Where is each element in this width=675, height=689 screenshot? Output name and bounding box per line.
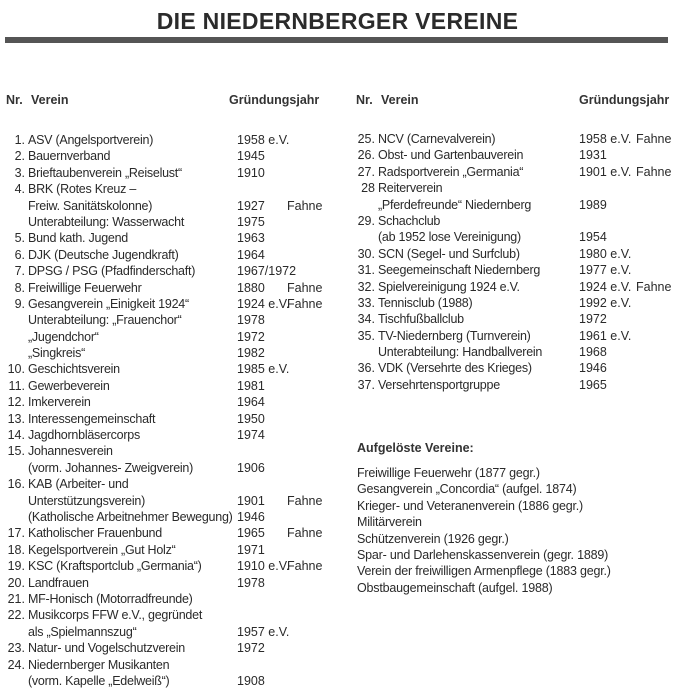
header-verein-left: Verein bbox=[31, 93, 69, 107]
founding-year: 1901 bbox=[237, 493, 265, 508]
founding-year: 1992 e.V. bbox=[579, 295, 632, 310]
club-number: 29. bbox=[357, 213, 375, 228]
dissolved-item: Schützenverein (1926 gegr.) bbox=[357, 531, 509, 546]
founding-year: 1963 bbox=[237, 231, 265, 246]
club-name: Natur- und Vogelschutzverein bbox=[28, 641, 185, 656]
club-row bbox=[3, 198, 343, 214]
club-name: Gewerbeverein bbox=[28, 378, 110, 393]
club-name: Obst- und Gartenbauverein bbox=[378, 148, 524, 163]
club-number: 24. bbox=[7, 657, 25, 672]
page-title: DIE NIEDERNBERGER VEREINE bbox=[156, 8, 519, 34]
club-number: 6. bbox=[14, 247, 25, 262]
club-name: NCV (Carnevalverein) bbox=[378, 132, 496, 146]
club-row bbox=[3, 263, 343, 279]
club-name: Katholischer Frauenbund bbox=[28, 526, 162, 541]
club-number: 31. bbox=[357, 263, 375, 278]
founding-year: 1946 bbox=[579, 361, 607, 376]
club-name: (Katholische Arbeitnehmer Bewegung) bbox=[28, 509, 233, 524]
club-row bbox=[353, 131, 673, 147]
club-row bbox=[3, 427, 343, 443]
club-number: 32. bbox=[357, 279, 375, 294]
club-row bbox=[3, 443, 343, 459]
club-row bbox=[3, 312, 343, 328]
founding-year: 1946 bbox=[237, 509, 265, 524]
club-row bbox=[3, 460, 343, 476]
founding-year: 1982 bbox=[237, 346, 265, 361]
club-number: 28 bbox=[361, 181, 375, 196]
club-name: Bauernverband bbox=[28, 149, 111, 164]
founding-year: 1908 bbox=[237, 673, 265, 688]
founding-year: 1910 e.V. bbox=[237, 559, 290, 574]
club-name: „Singkreis“ bbox=[28, 346, 85, 361]
club-row bbox=[3, 165, 343, 181]
title-rule bbox=[5, 37, 668, 43]
club-name: ASV (Angelsportverein) bbox=[28, 133, 154, 147]
club-row bbox=[3, 673, 343, 689]
club-row bbox=[353, 180, 673, 196]
club-name: Gesangverein „Einigkeit 1924“ bbox=[28, 296, 189, 311]
left-club-list bbox=[3, 132, 343, 689]
club-number: 27. bbox=[357, 164, 375, 179]
club-name: Kegelsportverein „Gut Holz“ bbox=[28, 542, 176, 557]
club-number: 20. bbox=[7, 575, 25, 590]
founding-year: 1880 bbox=[237, 280, 265, 295]
club-row bbox=[3, 394, 343, 410]
club-name: Jagdhornbläsercorps bbox=[28, 428, 140, 443]
club-number: 36. bbox=[357, 361, 375, 376]
club-row bbox=[3, 148, 343, 164]
header-nr-left: Nr. bbox=[6, 93, 23, 107]
club-name: Radsportverein „Germania“ bbox=[378, 164, 524, 179]
club-number: 9. bbox=[14, 296, 25, 311]
club-number: 1. bbox=[14, 133, 25, 147]
club-number: 25. bbox=[357, 132, 375, 146]
club-name: MF-Honisch (Motorradfreunde) bbox=[28, 591, 193, 606]
founding-year: 1972 bbox=[237, 329, 265, 344]
club-number: 12. bbox=[7, 395, 25, 410]
club-name: BRK (Rotes Kreuz – bbox=[28, 182, 137, 197]
club-number: 17. bbox=[7, 526, 25, 541]
founding-year: 1980 e.V. bbox=[579, 246, 632, 261]
founding-year: 1975 bbox=[237, 214, 265, 229]
club-name: Schachclub bbox=[378, 213, 441, 228]
dissolved-item: Verein der freiwilligen Armenpflege (1883 gegr.) bbox=[357, 564, 611, 579]
founding-year: 1958 e.V. bbox=[237, 133, 290, 147]
club-row bbox=[3, 411, 343, 427]
founding-year: 1950 bbox=[237, 411, 265, 426]
club-name: Unterstützungsverein) bbox=[28, 493, 146, 508]
club-name: (vorm. Kapelle „Edelweiß“) bbox=[28, 673, 170, 688]
club-number: 22. bbox=[7, 608, 25, 623]
dissolved-title: Aufgelöste Vereine: bbox=[357, 441, 474, 455]
flag-note: Fahne bbox=[287, 559, 323, 574]
club-number: 11. bbox=[8, 378, 25, 393]
founding-year: 1965 bbox=[237, 526, 265, 541]
club-name: (ab 1952 lose Vereinigung) bbox=[378, 230, 521, 245]
dissolved-item: Gesangverein „Concordia“ (aufgel. 1874) bbox=[357, 482, 577, 497]
flag-note: Fahne bbox=[287, 296, 323, 311]
club-name: Unterabteilung: Handballverein bbox=[378, 345, 543, 360]
club-row bbox=[3, 607, 343, 623]
club-row bbox=[353, 213, 673, 229]
club-row bbox=[3, 575, 343, 591]
club-row bbox=[3, 230, 343, 246]
club-name: TV-Niedernberg (Turnverein) bbox=[378, 328, 531, 343]
club-name: Tischfußballclub bbox=[378, 312, 464, 327]
club-row bbox=[353, 262, 673, 278]
club-row bbox=[353, 377, 673, 393]
header-nr-right: Nr. bbox=[356, 93, 373, 107]
dissolved-item: Freiwillige Feuerwehr (1877 gegr.) bbox=[357, 466, 540, 480]
dissolved-list bbox=[357, 465, 611, 596]
club-name: DPSG / PSG (Pfadfinderschaft) bbox=[28, 264, 196, 279]
club-number: 30. bbox=[357, 246, 375, 261]
dissolved-item: Militärverein bbox=[357, 515, 422, 530]
flag-note: Fahne bbox=[287, 280, 323, 295]
club-row bbox=[3, 345, 343, 361]
club-row bbox=[353, 164, 673, 180]
founding-year: 1977 e.V. bbox=[579, 263, 632, 278]
founding-year: 1924 e.V. bbox=[579, 279, 632, 294]
founding-year: 1967/1972 bbox=[237, 264, 297, 279]
club-number: 3. bbox=[14, 165, 25, 180]
club-row bbox=[3, 525, 343, 541]
club-row bbox=[3, 361, 343, 377]
founding-year: 1901 e.V. bbox=[579, 164, 632, 179]
club-row bbox=[3, 247, 343, 263]
dissolved-item: Obstbaugemeinschaft (aufgel. 1988) bbox=[357, 580, 553, 595]
founding-year: 1968 bbox=[579, 345, 607, 360]
club-number: 4. bbox=[14, 182, 25, 197]
club-name: als „Spielmannszug“ bbox=[28, 624, 137, 639]
founding-year: 1989 bbox=[579, 197, 607, 212]
founding-year: 1972 bbox=[579, 312, 607, 327]
club-name: „Jugendchor“ bbox=[28, 329, 99, 344]
club-name: DJK (Deutsche Jugendkraft) bbox=[28, 247, 179, 262]
founding-year: 1945 bbox=[237, 149, 265, 164]
founding-year: 1958 e.V. bbox=[579, 132, 632, 146]
club-name: Musikcorps FFW e.V., gegründet bbox=[28, 608, 203, 623]
club-row bbox=[353, 344, 673, 360]
founding-year: 1964 bbox=[237, 247, 265, 262]
flag-note: Fahne bbox=[287, 493, 323, 508]
club-name: Unterabteilung: Wasserwacht bbox=[28, 214, 185, 229]
club-number: 23. bbox=[7, 641, 25, 656]
club-number: 26. bbox=[357, 148, 375, 163]
flag-note: Fahne bbox=[636, 279, 672, 294]
club-name: KAB (Arbeiter- und bbox=[28, 477, 129, 492]
club-number: 34. bbox=[357, 312, 375, 327]
club-number: 18. bbox=[7, 542, 25, 557]
club-row bbox=[3, 591, 343, 607]
founding-year: 1961 e.V. bbox=[579, 328, 632, 343]
club-row bbox=[3, 624, 343, 640]
club-row bbox=[353, 360, 673, 376]
club-row bbox=[3, 181, 343, 197]
club-number: 35. bbox=[357, 328, 375, 343]
header-verein-right: Verein bbox=[381, 93, 419, 107]
club-row bbox=[353, 328, 673, 344]
founding-year: 1985 e.V. bbox=[237, 362, 290, 377]
club-number: 21. bbox=[7, 591, 25, 606]
club-number: 13. bbox=[7, 411, 25, 426]
club-number: 37. bbox=[357, 377, 375, 392]
club-name: Landfrauen bbox=[28, 575, 89, 590]
club-row bbox=[3, 640, 343, 656]
founding-year: 1957 e.V. bbox=[237, 624, 290, 639]
flag-note: Fahne bbox=[636, 164, 672, 179]
club-name: Versehrtensportgruppe bbox=[378, 377, 500, 392]
right-club-list bbox=[353, 131, 673, 393]
club-number: 15. bbox=[7, 444, 25, 459]
founding-year: 1924 e.V. bbox=[237, 296, 290, 311]
club-number: 19. bbox=[7, 559, 25, 574]
club-name: Reiterverein bbox=[378, 181, 443, 196]
club-row bbox=[3, 476, 343, 492]
club-number: 2. bbox=[14, 149, 25, 164]
founding-year: 1931 bbox=[579, 148, 607, 163]
club-number: 14. bbox=[7, 428, 25, 443]
club-name: Interessengemeinschaft bbox=[28, 411, 156, 426]
club-name: Seegemeinschaft Niedernberg bbox=[378, 263, 541, 278]
club-row bbox=[353, 279, 673, 295]
club-name: (vorm. Johannes- Zweigverein) bbox=[28, 460, 194, 475]
club-name: Freiwillige Feuerwehr bbox=[28, 280, 142, 295]
club-row bbox=[353, 295, 673, 311]
club-name: Imkerverein bbox=[28, 395, 91, 410]
club-name: Johannesverein bbox=[28, 444, 113, 459]
club-number: 10. bbox=[7, 362, 25, 377]
founding-year: 1978 bbox=[237, 313, 265, 328]
club-name: Spielvereinigung 1924 e.V. bbox=[378, 279, 520, 294]
founding-year: 1971 bbox=[237, 542, 265, 557]
club-row bbox=[3, 657, 343, 673]
club-row bbox=[3, 132, 343, 148]
founding-year: 1981 bbox=[237, 378, 265, 393]
club-row bbox=[3, 280, 343, 296]
club-name: Unterabteilung: „Frauenchor“ bbox=[28, 313, 182, 328]
club-number: 33. bbox=[357, 295, 375, 310]
club-number: 16. bbox=[7, 477, 25, 492]
club-number: 5. bbox=[14, 231, 25, 246]
club-number: 7. bbox=[14, 264, 25, 279]
club-row bbox=[353, 229, 673, 245]
founding-year: 1965 bbox=[579, 377, 607, 392]
club-name: Brieftaubenverein „Reiselust“ bbox=[28, 165, 182, 180]
founding-year: 1978 bbox=[237, 575, 265, 590]
club-name: Bund kath. Jugend bbox=[28, 231, 128, 246]
founding-year: 1910 bbox=[237, 165, 265, 180]
flag-note: Fahne bbox=[287, 526, 323, 541]
club-row bbox=[3, 509, 343, 525]
flag-note: Fahne bbox=[636, 132, 672, 146]
club-row bbox=[353, 246, 673, 262]
founding-year: 1927 bbox=[237, 198, 265, 213]
dissolved-item: Spar- und Darlehenskassenverein (gegr. 1889) bbox=[357, 548, 609, 563]
club-name: KSC (Kraftsportclub „Germania“) bbox=[28, 559, 202, 574]
club-row bbox=[3, 329, 343, 345]
club-name: „Pferdefreunde“ Niedernberg bbox=[378, 197, 532, 212]
club-row bbox=[353, 197, 673, 213]
club-name: Geschichtsverein bbox=[28, 362, 120, 377]
dissolved-item: Krieger- und Veteranenverein (1886 gegr.) bbox=[357, 498, 583, 513]
club-row bbox=[3, 542, 343, 558]
club-name: Freiw. Sanitätskolonne) bbox=[28, 198, 153, 213]
founding-year: 1906 bbox=[237, 460, 265, 475]
founding-year: 1972 bbox=[237, 641, 265, 656]
club-name: VDK (Versehrte des Krieges) bbox=[378, 361, 532, 376]
club-row bbox=[3, 296, 343, 312]
club-row bbox=[3, 214, 343, 230]
founding-year: 1974 bbox=[237, 428, 265, 443]
founding-year: 1964 bbox=[237, 395, 265, 410]
club-row bbox=[353, 311, 673, 327]
club-name: Tennisclub (1988) bbox=[378, 295, 473, 310]
club-number: 8. bbox=[14, 280, 25, 295]
header-jahr-left: Gründungsjahr bbox=[229, 93, 320, 107]
flag-note: Fahne bbox=[287, 198, 323, 213]
club-row bbox=[3, 378, 343, 394]
club-row bbox=[353, 147, 673, 163]
founding-year: 1954 bbox=[579, 230, 607, 245]
club-name: Niedernberger Musikanten bbox=[28, 657, 170, 672]
header-jahr-right: Gründungsjahr bbox=[579, 93, 670, 107]
club-name: SCN (Segel- und Surfclub) bbox=[378, 246, 520, 261]
club-row bbox=[3, 558, 343, 574]
club-row bbox=[3, 493, 343, 509]
